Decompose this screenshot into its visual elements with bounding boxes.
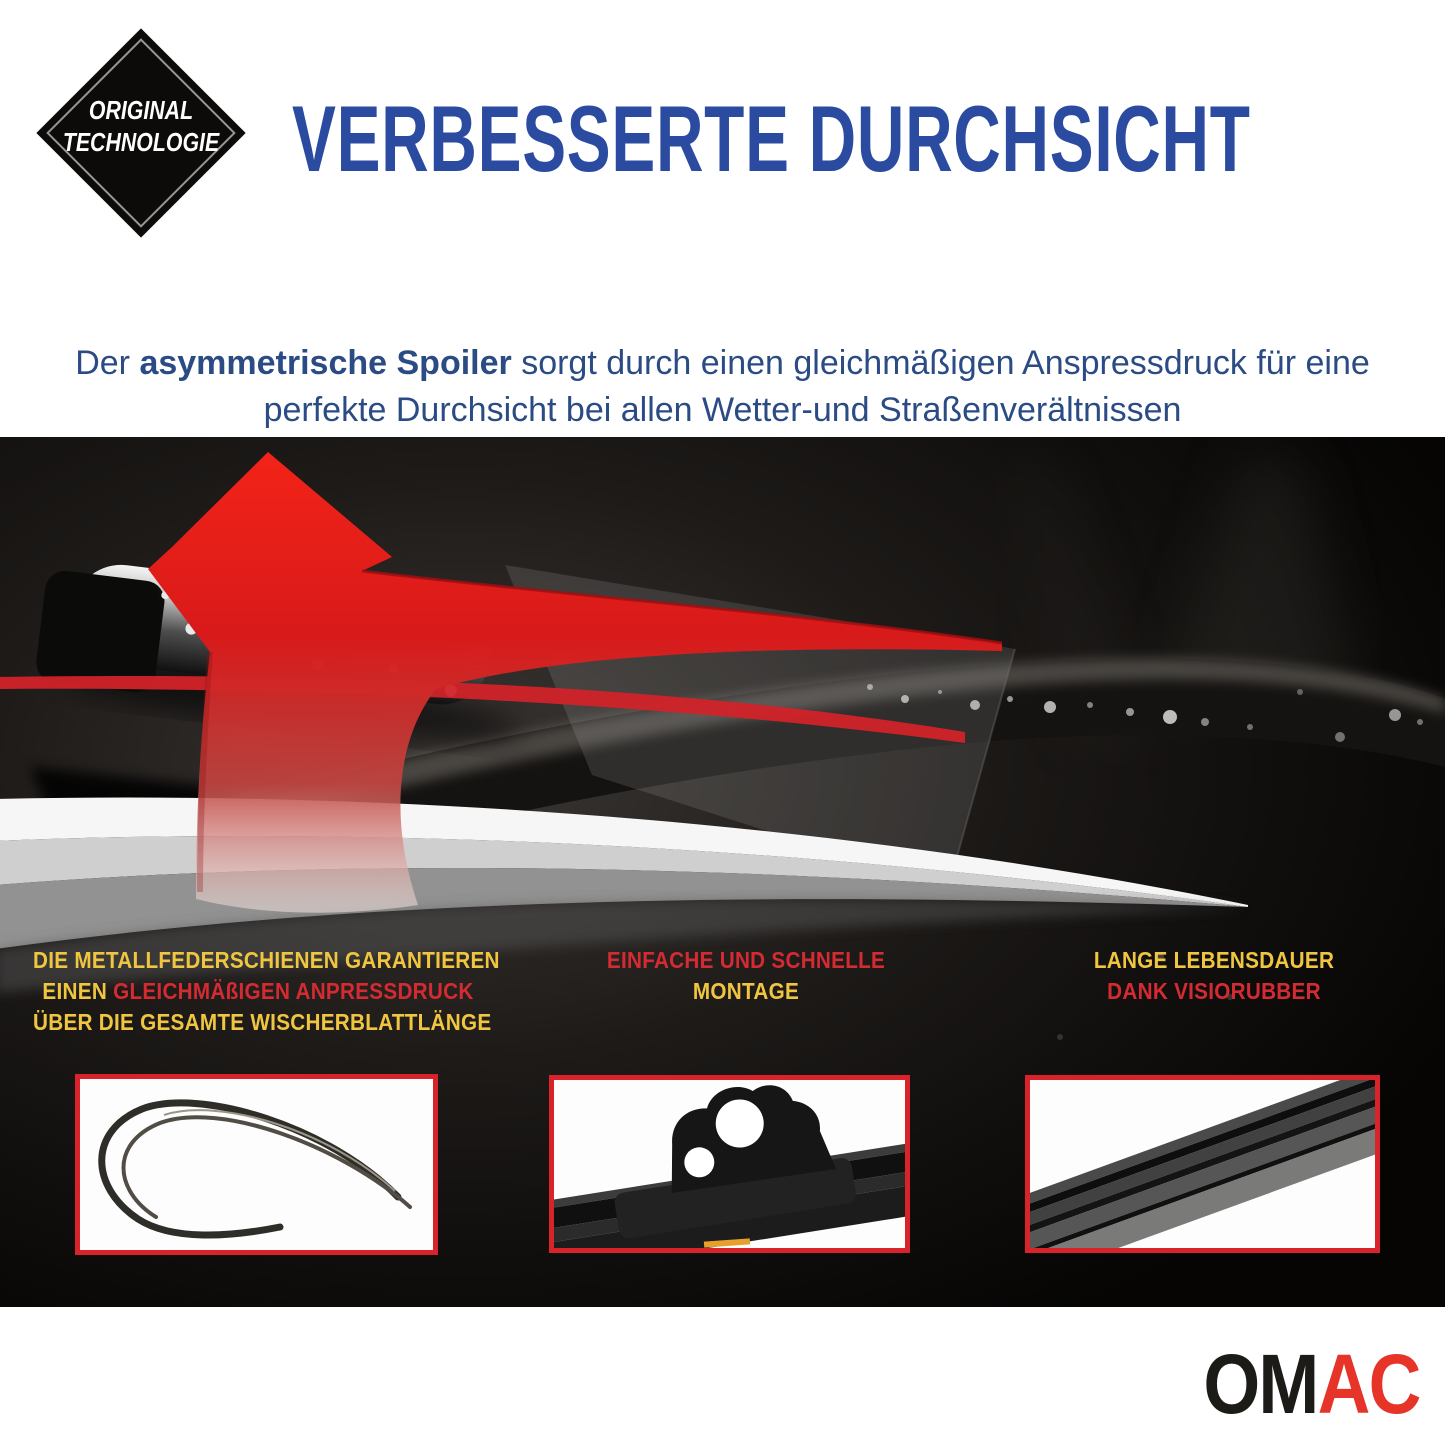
rubber-strip-drawing [1030,1080,1379,1248]
visiorubber-strip-photo [1025,1075,1380,1253]
omac-logo [1203,1337,1420,1431]
intro-text [0,340,1445,434]
spring-rails-drawing [80,1079,433,1250]
intro-line-1: Der asymmetrische Spoiler sorgt durch einen gleichmäßigen Anspressdruck für eine [75,344,1370,382]
feature-text-visiorubber: LANGE LEBENSDAUER DANK VISIORUBBER [1093,947,1335,1004]
footer [0,1307,1445,1445]
intro-line-2: perfekte Durchsicht bei allen Wetter-und Straßenverältnissen [263,391,1182,429]
omac-logo-red: AC [1317,1337,1420,1431]
badge-line-2: TECHNOLOGIE [62,127,220,157]
feature-text-montage: EINFACHE UND SCHNELLE MONTAGE [606,947,886,1004]
badge-text [57,20,226,234]
metal-spring-rails-photo [75,1074,438,1255]
badge-line-1: ORIGINAL [88,95,194,126]
feature-text-spring-rails: DIE METALLFEDERSCHIENEN GARANTIEREN EINEN GLEICHMÄßIGEN ANPRESSDRUCK ÜBER DIE GESAMTE WISCHERBLATTLÄNGE [33,947,500,1035]
page-title: VERBESSERTE DURCHSICHT [292,86,1251,191]
adapter-mount-photo [549,1075,910,1253]
adapter-drawing [554,1080,905,1248]
omac-logo-black: OM [1203,1337,1318,1431]
original-technologie-badge [38,26,244,240]
